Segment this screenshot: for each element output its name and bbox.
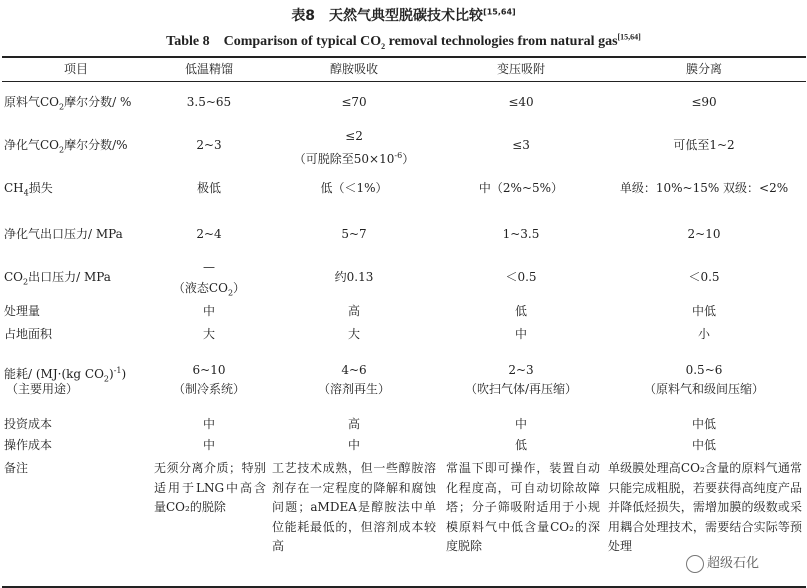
row-label-operating: 操作成本	[4, 438, 53, 452]
cell-investment-psa: 中	[514, 417, 527, 431]
cell-operating-amine: 中	[347, 438, 360, 452]
cell-feed-co2-psa: ≤40	[508, 95, 534, 109]
cell-purified-co2-psa: ≤3	[512, 138, 530, 152]
cell-co2-pressure-membrane: ＜0.5	[688, 270, 720, 284]
cell-footprint-membrane: 小	[697, 327, 710, 341]
cell-operating-cryo: 中	[202, 438, 215, 452]
watermark: 超级石化	[686, 552, 759, 573]
header-membrane: 膜分离	[685, 62, 722, 76]
row-label-outlet-pressure: 净化气出口压力/ MPa	[4, 227, 123, 241]
cell-investment-amine: 高	[347, 417, 360, 431]
cell-capacity-amine: 高	[347, 304, 360, 318]
cell-pressure-cryo: 2~4	[196, 227, 222, 241]
row-label-co2-outlet-pressure: $CO_2$出口压力/ MPa	[4, 270, 111, 287]
cell-purified-co2-membrane: 可低至1~2	[673, 138, 735, 152]
table-caption-cn: 表8 天然气典型脱碳技术比较[15,64]	[291, 7, 516, 24]
cell-energy-cryo: 6~10	[192, 363, 226, 377]
row-label-purified-co2: 净化气$CO_2$摩尔分数/%	[4, 138, 128, 155]
header-amine: 醇胺吸收	[329, 62, 378, 76]
cell-ch4-amine: 低（＜1%）	[320, 181, 388, 195]
cell-purified-co2-amine-note: （可脱除至$50\times 10^{-6}$）	[293, 151, 415, 166]
cell-pressure-psa: 1~3.5	[502, 227, 540, 241]
cell-co2-pressure-amine: 约0.13	[334, 270, 374, 284]
bottom-rule	[2, 586, 806, 588]
cell-feed-co2-cryo: 3.5~65	[186, 95, 232, 109]
row-label-energy: 能耗/ (MJ·(kg $CO_2)^{-1}$)	[4, 366, 127, 384]
remark-psa: 常温下即可操作，装置自动化程度高，可自动切除故障塔；分子筛吸附适用于小规模原料气中低含量CO₂的深度脱除	[446, 461, 600, 553]
cell-energy-membrane: 0.5~6	[685, 363, 723, 377]
cell-feed-co2-membrane: ≤90	[691, 95, 717, 109]
cell-co2-pressure-psa: ＜0.5	[505, 270, 537, 284]
cell-capacity-membrane: 中低	[691, 304, 716, 318]
cell-co2-pressure-cryo-note: （液态$CO_2$）	[172, 281, 246, 298]
cell-capacity-cryo: 中	[202, 304, 215, 318]
cell-energy-psa: 2~3	[508, 363, 534, 377]
table-caption-en: Table 8 Comparison of typical $CO_2$ removal technologies from natural gas[15,64]	[166, 32, 641, 51]
row-label-ch4-loss: $CH_4$损失	[4, 181, 53, 198]
cell-footprint-cryo: 大	[202, 327, 215, 341]
row-label-remarks: 备注	[4, 461, 29, 475]
remark-cryo: 无须分离介质；特别适用于LNG中高含量CO₂的脱除	[154, 461, 266, 514]
cell-feed-co2-amine: ≤70	[341, 95, 367, 109]
row-label-investment: 投资成本	[4, 417, 53, 431]
cell-footprint-amine: 大	[347, 327, 360, 341]
cell-investment-membrane: 中低	[691, 417, 716, 431]
cell-ch4-psa: 中（2%~5%）	[478, 181, 564, 195]
remark-amine: 工艺技术成熟，但一些醇胺溶剂存在一定程度的降解和腐蚀问题；aMDEA是醇胺法中单位能耗最低的，但溶剂成本较高	[272, 461, 436, 553]
cell-energy-cryo-use: （制冷系统）	[172, 382, 245, 396]
cell-pressure-membrane: 2~10	[687, 227, 721, 241]
cell-purified-co2-amine: ≤2	[345, 129, 363, 143]
cell-energy-amine: 4~6	[341, 363, 367, 377]
header-psa: 变压吸附	[496, 62, 545, 76]
header-rule	[2, 81, 806, 82]
row-label-capacity: 处理量	[4, 304, 41, 318]
cell-co2-pressure-cryo: —	[203, 260, 215, 274]
row-label-energy-use: （主要用途）	[6, 382, 79, 396]
cell-ch4-membrane: 单级：10%~15% 双级：<2%	[619, 181, 789, 195]
remark-membrane: 单级膜处理高CO₂含量的原料气通常只能完成粗脱，若要获得高纯度产品并降低烃损失，需增加膜的级数或采用耦合处理技术，需要结合实际等预处理	[608, 461, 802, 553]
row-label-footprint: 占地面积	[4, 327, 53, 341]
cell-energy-membrane-use: （原料气和级间压缩）	[643, 382, 764, 396]
cell-operating-psa: 低	[514, 438, 527, 452]
cell-ch4-cryo: 极低	[196, 181, 221, 195]
header-cryogenic: 低温精馏	[184, 62, 233, 76]
top-rule	[2, 56, 806, 58]
cell-investment-cryo: 中	[202, 417, 215, 431]
wechat-icon	[686, 555, 704, 573]
row-label-feed-co2: 原料气$CO_2$摩尔分数/ %	[4, 95, 132, 112]
cell-energy-psa-use: （吹扫气体/再压缩）	[464, 382, 578, 396]
header-item: 项目	[63, 62, 88, 76]
cell-footprint-psa: 中	[514, 327, 527, 341]
cell-energy-amine-use: （溶剂再生）	[317, 382, 390, 396]
cell-pressure-amine: 5~7	[341, 227, 367, 241]
cell-operating-membrane: 中低	[691, 438, 716, 452]
cell-capacity-psa: 低	[514, 304, 527, 318]
cell-purified-co2-cryo: 2~3	[196, 138, 222, 152]
